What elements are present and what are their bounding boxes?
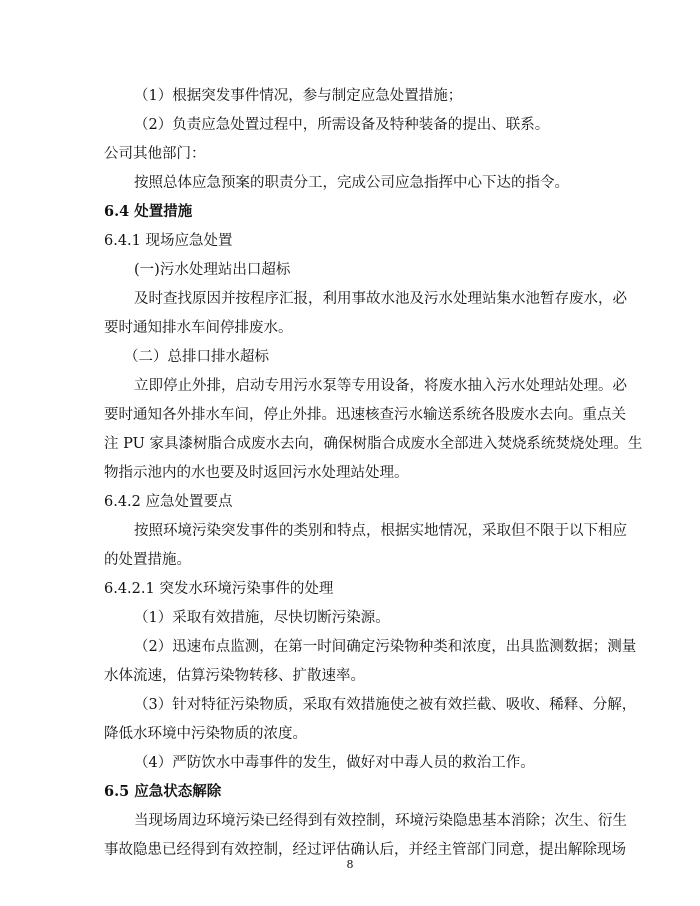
paragraph-line: 水体流速，估算污染物转移、扩散速率。	[104, 668, 365, 684]
item-heading: (一)污水处理站出口超标	[134, 262, 291, 278]
paragraph-line: （2）负责应急处置过程中，所需设备及特种装备的提出、联系。	[134, 117, 550, 133]
paragraph-line: 降低水环境中污染物质的浓度。	[104, 726, 307, 742]
paragraph-line: 要时通知排水车间停排废水。	[104, 320, 293, 336]
subsection-heading: 6.4.2.1 突发水环境污染事件的处理	[104, 581, 334, 597]
section-heading: 6.5 应急状态解除	[104, 783, 222, 800]
paragraph-line: 物指示池内的水也要及时返回污水处理站处理。	[104, 465, 409, 481]
paragraph-line: 公司其他部门：	[104, 146, 206, 162]
paragraph-line: （4）严防饮水中毒事件的发生，做好对中毒人员的救治工作。	[134, 755, 535, 771]
paragraph-line: （3）针对特征污染物质，采取有效措施使之被有效拦截、吸收、稀释、分解，	[134, 697, 637, 713]
paragraph-line: 的处置措施。	[104, 552, 191, 568]
subsection-heading: 6.4.2 应急处置要点	[104, 494, 233, 510]
paragraph-line: 及时查找原因并按程序汇报，利用事故水池及污水处理站集水池暂存废水，必	[134, 291, 627, 307]
page-number: 8	[346, 858, 354, 871]
paragraph-line: （2）迅速布点监测，在第一时间确定污染物种类和浓度，出具监测数据；测量	[134, 639, 637, 655]
item-heading: （二）总排口排水超标	[124, 349, 269, 365]
paragraph-line: 注 PU 家具漆树脂合成废水去向，确保树脂合成废水全部进入焚烧系统焚烧处理。生	[104, 436, 643, 452]
paragraph-line: 当现场周边环境污染已经得到有效控制，环境污染隐患基本消除；次生、衍生	[134, 813, 627, 829]
paragraph-line: 按照环境污染突发事件的类别和特点，根据实地情况，采取但不限于以下相应	[134, 523, 627, 539]
paragraph-line: （1）根据突发事件情况，参与制定应急处置措施；	[134, 88, 463, 104]
paragraph-line: 按照总体应急预案的职责分工，完成公司应急指挥中心下达的指令。	[134, 175, 569, 191]
paragraph-line: 事故隐患已经得到有效控制，经过评估确认后，并经主管部门同意，提出解除现场	[104, 842, 626, 858]
paragraph-line: 要时通知各外排水车间，停止外排。迅速核查污水输送系统各股废水去向。重点关	[104, 407, 626, 423]
section-heading: 6.4 处置措施	[104, 203, 193, 220]
paragraph-line: 立即停止外排，启动专用污水泵等专用设备，将废水抽入污水处理站处理。必	[134, 378, 627, 394]
subsection-heading: 6.4.1 现场应急处置	[104, 233, 233, 249]
paragraph-line: （1）采取有效措施，尽快切断污染源。	[134, 610, 390, 626]
